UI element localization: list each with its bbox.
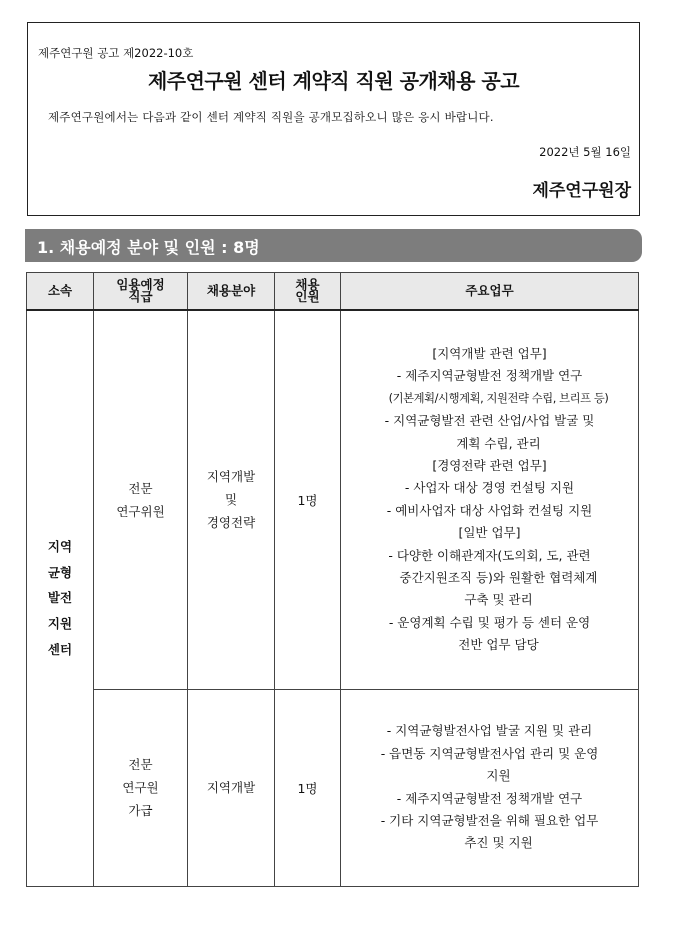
duty-line: 지원: [486, 768, 511, 784]
field-line: 경영전략: [206, 515, 256, 531]
table-header-row: [27, 273, 639, 311]
duties-cell: [341, 689, 639, 886]
rank-line: 연구위원: [116, 503, 165, 519]
duty-line: - 제주지역균형발전 정책개발 연구: [396, 790, 583, 806]
field-cell: [188, 689, 275, 886]
duty-line: [지역개발 관련 업무]: [432, 345, 547, 361]
duty-line: 전반 업무 담당: [458, 637, 539, 653]
rank-line: 전문: [128, 480, 153, 496]
section-title: 1. 채용예정 분야 및 인원 : 8명: [37, 238, 260, 257]
count-cell: 1명: [275, 689, 341, 886]
duty-line: [경영전략 관련 업무]: [432, 457, 547, 473]
rank-cell: [94, 310, 188, 689]
dept-line: 균형: [47, 564, 73, 580]
dept-cell: [27, 310, 94, 886]
header-count-line2: 인원: [295, 289, 320, 304]
rank-line: 전문: [128, 756, 153, 772]
header-count: [275, 273, 341, 311]
notice-intro: 제주연구원에서는 다음과 같이 센터 계약직 직원을 공개모집하오니 많은 응시 바랍니다.: [48, 110, 494, 124]
dept-line: 지원: [47, 616, 73, 632]
recruitment-table: [26, 272, 639, 887]
dept-line: 센터: [47, 641, 73, 657]
duty-line: - 사업자 대상 경영 컨설팅 지원: [404, 480, 575, 496]
duty-line: - 지역균형발전 관련 산업/사업 발굴 및: [384, 413, 595, 429]
field-line: 지역개발: [206, 469, 256, 485]
table-row: [27, 310, 639, 689]
header-rank-line1: 임용예정: [116, 276, 165, 292]
rank-line: 가급: [128, 803, 153, 819]
notice-number: 제주연구원 공고 제2022-10호: [38, 46, 194, 60]
header-rank-line2: 직급: [128, 289, 153, 304]
notice-date: 2022년 5월 16일: [539, 145, 631, 159]
duty-line: 추진 및 지원: [464, 835, 533, 851]
duty-line: 계획 수립, 관리: [456, 435, 541, 451]
notice-signature: 제주연구원장: [532, 181, 631, 201]
duty-line: - 예비사업자 대상 사업화 컨설팅 지원: [386, 502, 593, 518]
field-line: 지역개발: [206, 779, 256, 795]
header-count-line1: 채용: [295, 276, 320, 292]
duty-line: 구축 및 관리: [464, 592, 533, 608]
duty-line: (기본계획/시행계획, 지원전략 수립, 브리프 등): [388, 391, 609, 405]
duty-line: [일반 업무]: [458, 525, 521, 541]
dept-line: 발전: [47, 590, 73, 606]
duty-line: - 운영계획 수립 및 평가 등 센터 운영: [388, 614, 591, 630]
rank-cell: [94, 689, 188, 886]
duty-line: - 읍면동 지역균형발전사업 관리 및 운영: [380, 745, 599, 761]
duty-line: - 기타 지역균형발전을 위해 필요한 업무: [380, 812, 599, 828]
count-cell: 1명: [275, 310, 341, 689]
notice-box: [27, 22, 640, 216]
table-row: [27, 689, 639, 886]
section-header-bar: [25, 229, 642, 262]
rank-line: 연구원: [122, 779, 159, 795]
duty-line: - 제주지역균형발전 정책개발 연구: [396, 368, 583, 384]
field-cell: [188, 310, 275, 689]
header-dept: 소속: [27, 273, 94, 311]
header-duties: 주요업무: [341, 273, 639, 311]
dept-line: 지역: [47, 539, 73, 555]
notice-title: 제주연구원 센터 계약직 직원 공개채용 공고: [147, 69, 520, 93]
duty-line: 중간지원조직 등)와 원활한 협력체계: [399, 569, 598, 585]
duty-line: - 다양한 이해관계자(도의회, 도, 관련: [388, 547, 591, 563]
field-line: 및: [224, 492, 238, 508]
duty-line: - 지역균형발전사업 발굴 지원 및 관리: [386, 723, 593, 739]
header-field: 채용분야: [188, 273, 275, 311]
duties-cell: [341, 310, 639, 689]
header-rank: [94, 273, 188, 311]
